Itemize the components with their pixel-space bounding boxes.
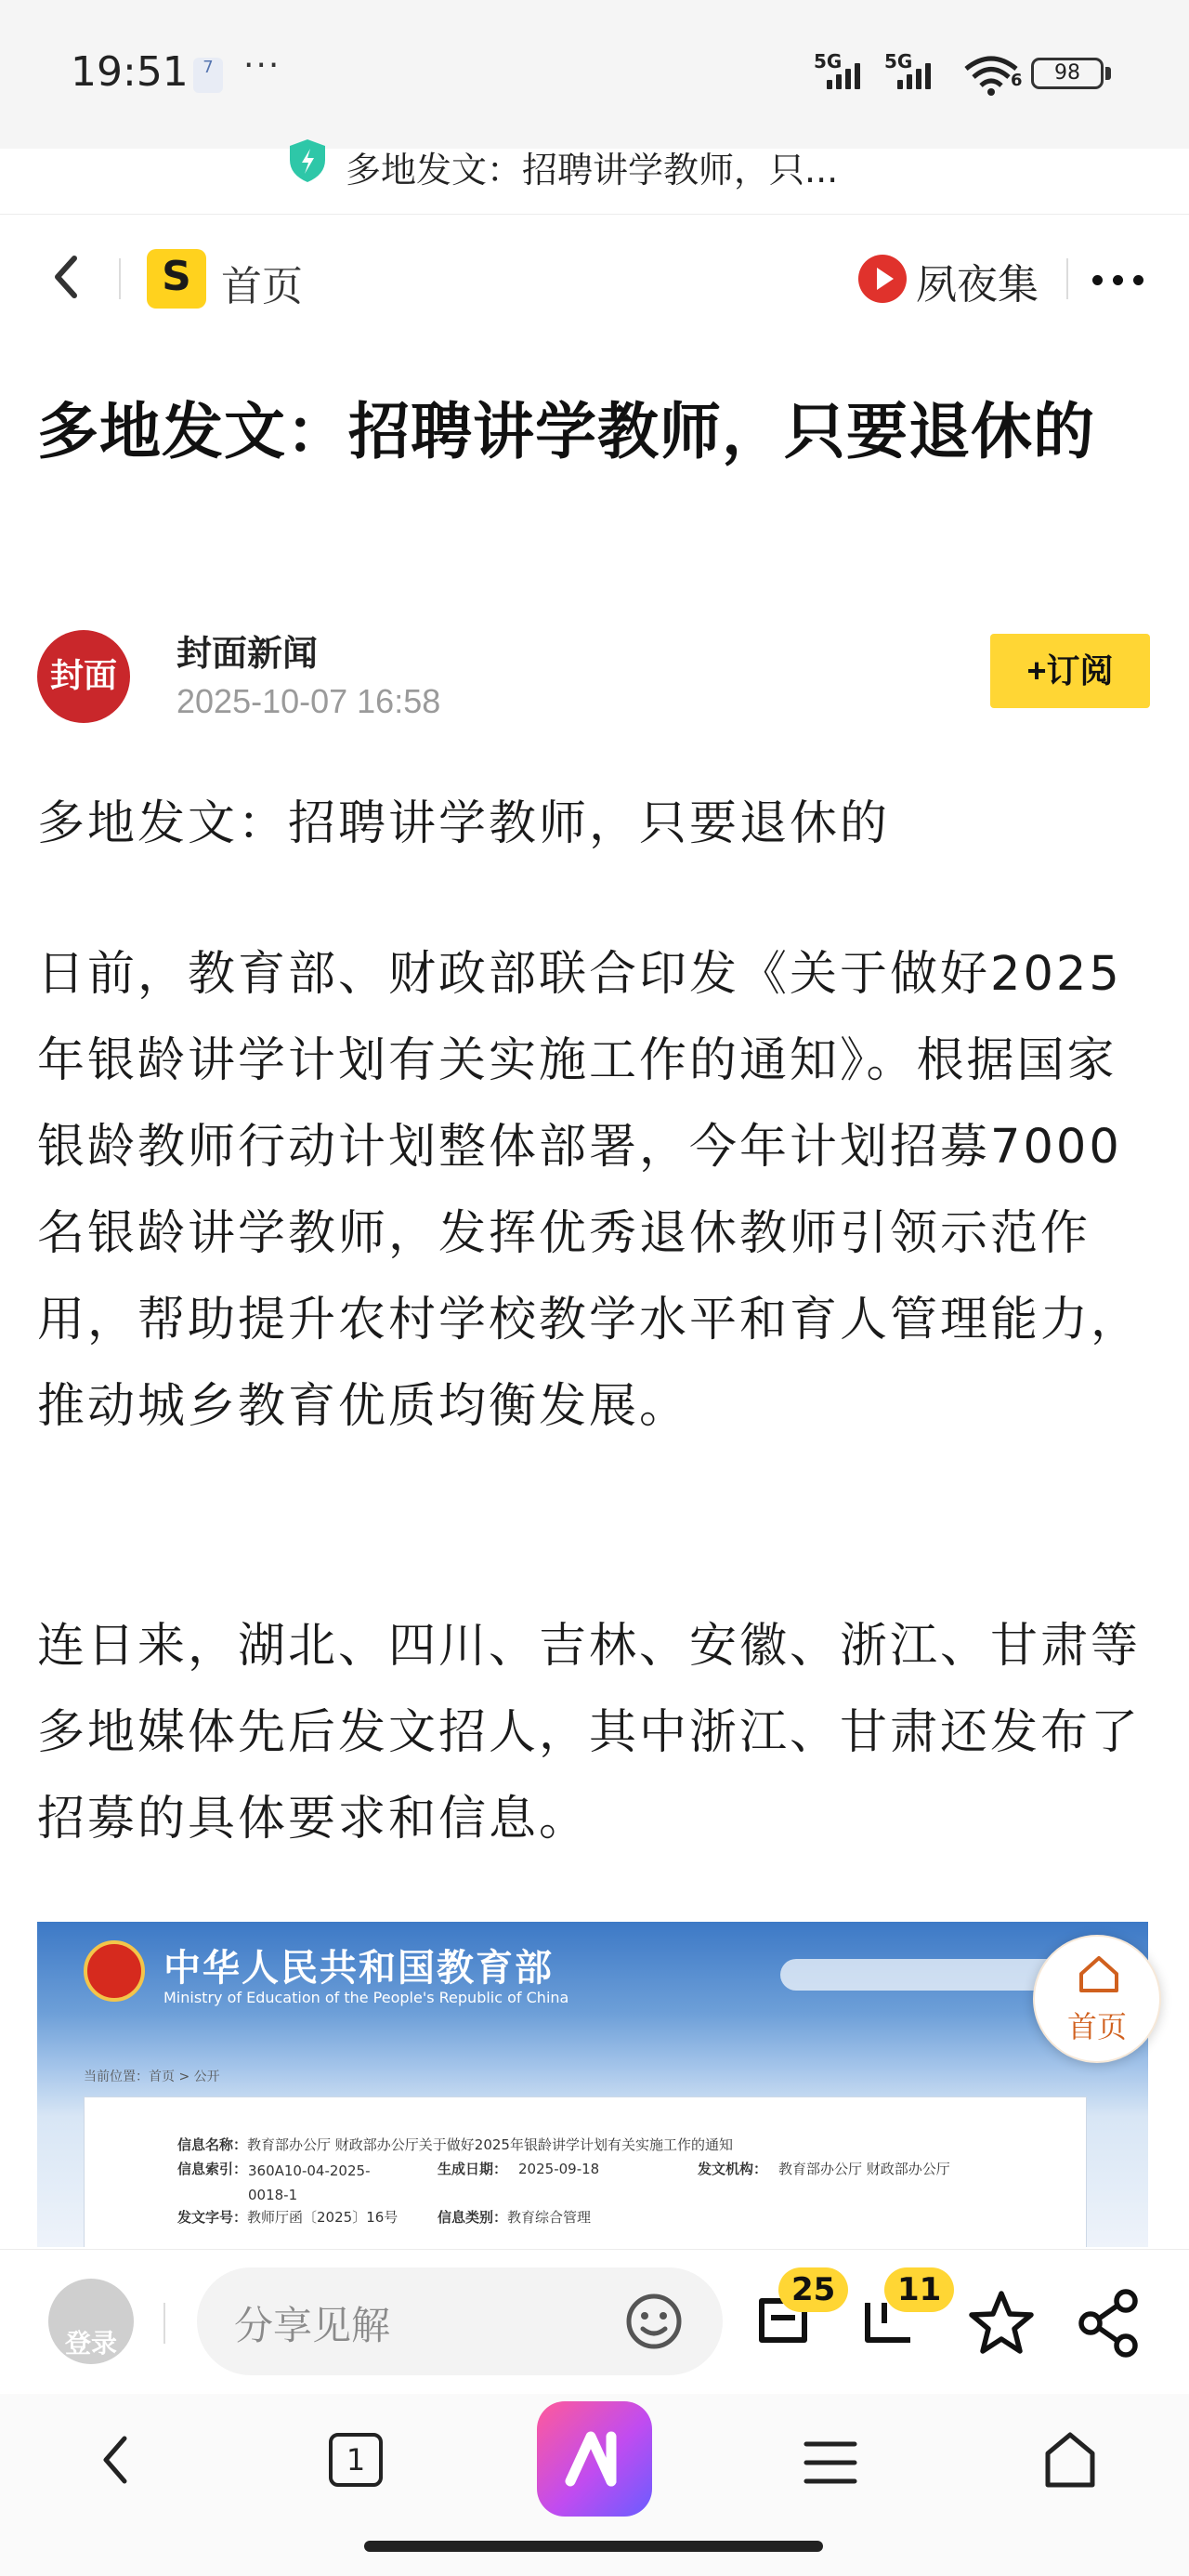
subscribe-button[interactable]: +订阅 [990, 634, 1150, 708]
back-icon[interactable] [41, 247, 93, 307]
status-time: 19:51 [71, 48, 189, 96]
share-placeholder[interactable]: 分享见解 [234, 2303, 391, 2348]
share-icon[interactable] [1074, 2286, 1148, 2360]
app-launcher-button[interactable] [537, 2401, 652, 2517]
notification-badge: 7 [193, 58, 223, 93]
menu-icon[interactable] [801, 2435, 860, 2491]
wifi-label: 6 [1011, 71, 1023, 90]
floating-home-label[interactable]: 首页 [1066, 2009, 1127, 2044]
nav-divider [119, 258, 121, 299]
app-logo-icon [537, 2401, 652, 2517]
article-image[interactable] [37, 1922, 1148, 2247]
nav-divider [1066, 258, 1068, 299]
home-logo[interactable]: S [147, 249, 206, 309]
shield-icon [286, 138, 329, 184]
status-more-indicator: ··· [243, 46, 281, 85]
square-home-icon[interactable] [1040, 2427, 1100, 2492]
author-avatar[interactable]: 封面 [37, 630, 130, 723]
embed-site-subtitle: Ministry of Education of the People's Republic of China [163, 1989, 569, 2006]
embed-search-bar [780, 1959, 1068, 1991]
comments-count-badge: 25 [778, 2267, 848, 2312]
tabs-icon[interactable]: 1 [329, 2433, 383, 2487]
url-title[interactable]: 多地发文：招聘讲学教师，只... [346, 150, 839, 191]
more-icon[interactable] [1092, 258, 1150, 299]
battery-tip [1105, 67, 1111, 80]
embed-breadcrumb: 当前位置：首页 > 公开 [84, 2070, 220, 2084]
national-emblem-icon [84, 1940, 145, 2002]
home-indicator[interactable] [364, 2541, 823, 2552]
emoji-icon[interactable] [622, 2290, 686, 2353]
author-name[interactable]: 封面新闻 [176, 633, 319, 674]
article-paragraph: 多地发文：招聘讲学教师，只要退休的 [37, 796, 891, 851]
channel-link[interactable]: 夙夜集 [916, 261, 1039, 309]
embed-doc-info: 信息名称：教育部办公厅 财政部办公厅关于做好2025年银龄讲学计划有关实施工作的通知 信息索引： 360A10-04-2025-0018-1 生成日期： 2025-09-18 发文机构： 教育部办公厅 财政部办公厅 发文字号：教师厅函〔2025〕16号 信息类别：教育综合管理 [84, 2096, 1087, 2247]
article-paragraph: 连日来，湖北、四川、吉林、安徽、浙江、甘肃等多地媒体先后发文招人，其中浙江、甘肃还发布了招募的具体要求和信息。 [37, 1619, 1142, 1847]
reposts-count-badge: 11 [884, 2267, 954, 2312]
nav-back-icon[interactable] [89, 2427, 145, 2492]
login-label[interactable]: 登录 [64, 2328, 117, 2359]
battery-indicator: 98 [1031, 58, 1104, 89]
article-title: 多地发文：招聘讲学教师，只要退休的 [37, 396, 1095, 467]
embed-site-title: 中华人民共和国教育部 [163, 1947, 554, 1990]
star-icon[interactable] [964, 2286, 1039, 2360]
home-icon [1076, 1953, 1122, 1994]
nav-home-link[interactable]: 首页 [221, 263, 303, 310]
comment-divider [163, 2303, 165, 2344]
article-paragraph: 日前，教育部、财政部联合印发《关于做好2025年银龄讲学计划有关实施工作的通知》。根据国家银龄教师行动计划整体部署，今年计划招募7000名银龄讲学教师，发挥优秀退休教师引领示范作用，帮助提升农村学校教学水平和育人管理能力，推动城乡教育优质均衡发展。 [37, 947, 1142, 1434]
play-icon[interactable] [858, 255, 907, 303]
publish-date: 2025-10-07 16:58 [176, 682, 441, 720]
